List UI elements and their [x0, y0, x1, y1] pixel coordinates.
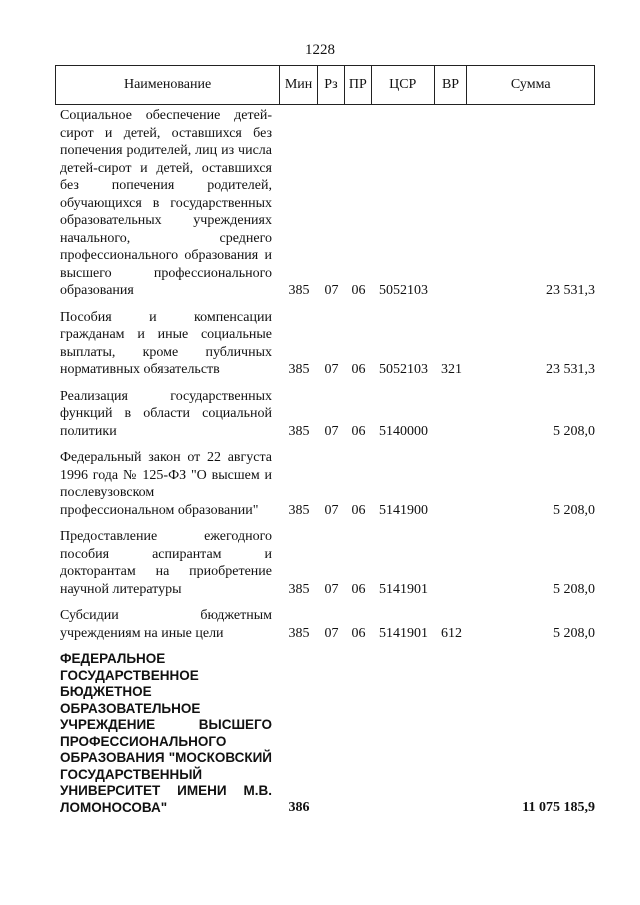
header-min: Мин — [280, 66, 318, 104]
header-pr: ПР — [345, 66, 372, 104]
row-name: Реализация государственных функций в области социальной политики — [60, 388, 272, 439]
row-pr: 06 — [351, 625, 366, 641]
table-row — [55, 607, 595, 642]
row-pr: 06 — [351, 423, 366, 439]
table-row — [55, 388, 595, 441]
row-rz: 07 — [324, 625, 339, 641]
table-row — [55, 449, 595, 519]
row-sum: 23 531,3 — [546, 283, 595, 298]
row-rz: 07 — [324, 362, 339, 377]
row-min: 385 — [288, 362, 310, 377]
row-sum: 5 208,0 — [553, 502, 595, 518]
table-row — [55, 107, 595, 300]
header-rz: Рз — [318, 66, 345, 104]
row-sum: 5 208,0 — [553, 581, 595, 597]
row-sum: 23 531,3 — [546, 362, 595, 377]
row-rz: 07 — [324, 502, 339, 518]
row-min: 385 — [288, 581, 310, 597]
row-sum: 5 208,0 — [553, 625, 595, 641]
page-number: 1228 — [305, 42, 335, 58]
row-csr: 5141901 — [379, 581, 428, 597]
row-vr: 612 — [441, 625, 462, 641]
row-name: Предоставление ежегодного пособия аспирантам и докторантам на приобретение научной литературы — [60, 529, 272, 597]
table-header — [55, 65, 595, 105]
row-min: 385 — [288, 625, 310, 641]
row-name: Федеральный закон от 22 августа 1996 года № 125-ФЗ "О высшем и послевузовском профессиональном образовании" — [60, 450, 272, 518]
header-csr: ЦСР — [372, 66, 435, 104]
row-min: 385 — [288, 423, 310, 439]
row-pr: 06 — [351, 283, 366, 298]
row-rz: 07 — [324, 283, 339, 298]
row-min: 385 — [288, 283, 310, 298]
row-name: Социальное обеспечение детей-сирот и детей, оставшихся без попечения родителей, лиц из числа детей-сирот и детей, оставшихся без попечения родителей, обучающихся в государственных образовательных учреждениях начального, среднего профессионального образования и высшего профессионального образования — [60, 108, 272, 298]
row-vr: 321 — [441, 362, 462, 377]
row-csr: 5141900 — [379, 502, 428, 518]
row-rz: 07 — [324, 581, 339, 597]
row-name: ФЕДЕРАЛЬНОЕ ГОСУДАРСТВЕННОЕ БЮДЖЕТНОЕ ОБРАЗОВАТЕЛЬНОЕ УЧРЕЖДЕНИЕ ВЫСШЕГО ПРОФЕССИОНАЛЬНОГО ОБРАЗОВАНИЯ "МОСКОВСКИЙ ГОСУДАРСТВЕННЫЙ УНИВЕРСИТЕТ ИМЕНИ М.В. ЛОМОНОСОВА" — [60, 651, 272, 815]
header-vr: ВР — [435, 66, 468, 104]
row-rz: 07 — [324, 423, 339, 439]
row-name: Субсидии бюджетным учреждениям на иные цели — [60, 608, 272, 641]
table-body — [55, 107, 595, 816]
row-csr: 5140000 — [379, 423, 428, 439]
row-pr: 06 — [351, 362, 366, 377]
row-name: Пособия и компенсации гражданам и иные социальные выплаты, кроме публичных нормативных обязательств — [60, 309, 272, 377]
row-csr: 5052103 — [379, 283, 428, 298]
row-min: 386 — [288, 799, 310, 815]
row-pr: 06 — [351, 581, 366, 597]
table-row-organization — [55, 651, 595, 816]
table-row — [55, 528, 595, 598]
header-name: Наименование — [56, 66, 280, 104]
row-sum: 11 075 185,9 — [522, 799, 595, 815]
row-csr: 5141901 — [379, 625, 428, 641]
row-csr: 5052103 — [379, 362, 428, 377]
row-pr: 06 — [351, 502, 366, 518]
table-row — [55, 309, 595, 379]
row-min: 385 — [288, 502, 310, 518]
row-sum: 5 208,0 — [553, 423, 595, 439]
header-sum: Сумма — [510, 77, 551, 92]
